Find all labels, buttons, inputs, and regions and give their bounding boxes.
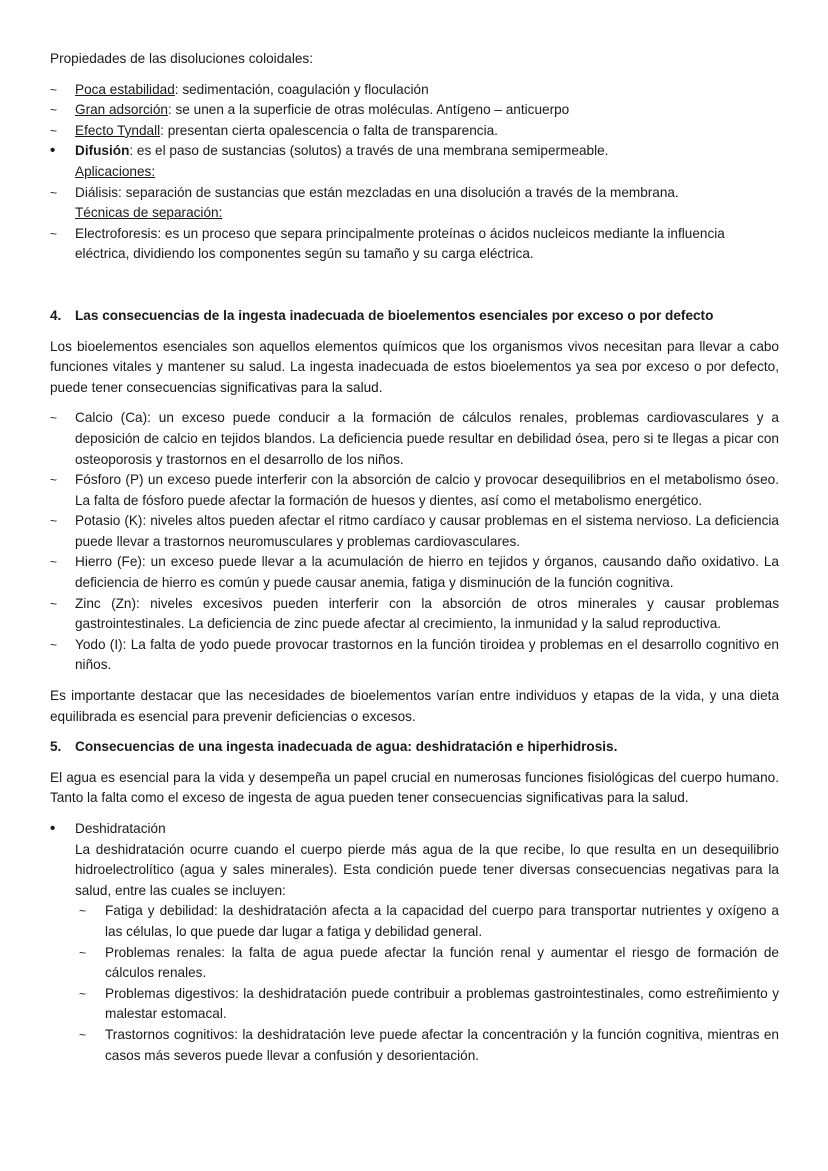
item-text: Zinc (Zn): niveles excesivos pueden interferir con la absorción de otros minerales y causar problemas gastrointestinales. La deficiencia de zinc puede afectar al crecimiento, la inmunidad y la salud reproductiva. [75, 595, 779, 632]
tilde-bullet-icon: ~ [50, 103, 58, 118]
section-4-heading [50, 306, 779, 327]
tilde-bullet-icon: ~ [50, 411, 58, 426]
term: Gran adsorción [75, 102, 168, 118]
item-text: Yodo (I): La falta de yodo puede provocar trastornos en la función tiroidea y problemas en el desarrollo cognitivo en niños. [75, 636, 779, 673]
section-5-intro: El agua es esencial para la vida y desempeña un papel crucial en numerosas funciones fisiológicas del cuerpo humano. Tanto la falta como el exceso de ingesta de agua pueden tener consecuencias significativas para la salud. [50, 769, 779, 806]
tilde-bullet-icon: ~ [50, 637, 58, 652]
list-item [50, 511, 779, 552]
tilde-bullet-icon: ~ [79, 945, 87, 960]
section-number: 4. [50, 307, 62, 323]
tilde-bullet-icon: ~ [79, 986, 87, 1001]
item-text: : presentan cierta opalescencia o falta de transparencia. [160, 122, 498, 138]
item-text: : se unen a la superficie de otras moléculas. Antígeno – anticuerpo [167, 102, 570, 118]
list-item [50, 80, 779, 101]
tilde-bullet-icon: ~ [50, 82, 58, 97]
list-item-electroforesis [50, 224, 779, 265]
tilde-bullet-icon: ~ [50, 185, 58, 200]
document-content [50, 49, 779, 1066]
section-5-heading [50, 737, 779, 758]
list-item [50, 121, 779, 142]
list-item [50, 470, 779, 511]
item-text: : sedimentación, coagulación y floculación [174, 81, 429, 97]
tilde-bullet-icon: ~ [79, 904, 87, 919]
list-item [50, 552, 779, 593]
item-text: : es el paso de sustancias (solutos) a través de una membrana semipermeable. [129, 143, 609, 159]
sub-list-item [50, 943, 779, 984]
tilde-bullet-icon: ~ [79, 1027, 87, 1042]
item-text: Trastornos cognitivos: la deshidratación leve puede afectar la concentración y la función cognitiva, mientras en casos más severos puede llevar a confusión y desorientación. [105, 1026, 779, 1063]
coloids-title: Propiedades de las disoluciones coloidales: [50, 51, 313, 66]
list-item [50, 594, 779, 635]
section-4-closing: Es importante destacar que las necesidades de bioelementos varían entre individuos y etapas de la vida, y una dieta equilibrada es esencial para prevenir deficiencias o excesos. [50, 688, 779, 724]
section-number: 5. [50, 739, 62, 755]
item-text: Fatiga y debilidad: la deshidratación afecta a la capacidad del cuerpo para transportar nutrientes y oxígeno a las células, lo que puede dar lugar a fatiga y debilidad general. [105, 903, 779, 939]
bullet-icon: • [50, 142, 56, 160]
item-text: Problemas digestivos: la deshidratación puede contribuir a problemas gastrointestinales, como estreñimiento y malestar estomacal. [105, 985, 779, 1022]
term: Efecto Tyndall [75, 122, 161, 138]
section-title: Las consecuencias de la ingesta inadecuada de bioelementos esenciales por exceso o por defecto [75, 307, 714, 323]
section-4-intro: Los bioelementos esenciales son aquellos elementos químicos que los organismos vivos necesitan para llevar a cabo funciones vitales y mantener su salud. La ingesta inadecuada de estos bioelementos ya sea por exceso o por defecto, puede tener consecuencias significativas para la salud. [50, 338, 779, 395]
term: Poca estabilidad [75, 81, 175, 97]
item-text: La deshidratación ocurre cuando el cuerpo pierde más agua de la que recibe, lo que resulta en un desequilibrio hidroelectrolítico (agua y sales minerales). Esta condición puede tener diversas consecuencias negativas para la salud, entre las cuales se incluyen: [75, 841, 779, 898]
list-item [50, 100, 779, 121]
item-text: Potasio (K): niveles altos pueden afectar el ritmo cardíaco y causar problemas en el sistema nervioso. La deficiencia puede llevar a trastornos neuromusculares y problemas cardiovasculares. [75, 513, 779, 549]
item-text: Calcio (Ca): un exceso puede conducir a la formación de cálculos renales, problemas cardiovasculares y a deposición de calcio en tejidos blandos. La deficiencia puede resultar en debilidad ósea, pero si te llegas a picar con osteoporosis y trastornos en el desarrollo de los niños. [75, 410, 779, 467]
section-title: Consecuencias de una ingesta inadecuada de agua: deshidratación e hiperhidrosis. [75, 739, 618, 755]
item-text: Problemas renales: la falta de agua puede afectar la función renal y aumentar el riesgo de formación de cálculos renales. [105, 944, 779, 981]
item-text: Diálisis: separación de sustancias que están mezcladas en una disolución a través de la membrana. [75, 184, 679, 200]
tilde-bullet-icon: ~ [50, 123, 58, 138]
sublabel-aplicaciones: Aplicaciones: [75, 163, 156, 179]
item-text: Fósforo (P) un exceso puede interferir con la absorción de calcio y provocar desequilibrios en el metabolismo óseo. La falta de fósforo puede afectar la formación de huesos y dientes, así como el metabolismo energético. [75, 472, 779, 508]
term: Difusión [75, 143, 130, 159]
sublabel-tecnicas: Técnicas de separación: [75, 205, 223, 221]
tilde-bullet-icon: ~ [50, 473, 58, 488]
tilde-bullet-icon: ~ [50, 514, 58, 529]
item-label: Deshidratación [75, 821, 166, 836]
sub-list-item [50, 901, 779, 942]
list-item [50, 635, 779, 676]
list-item [50, 408, 779, 470]
tilde-bullet-icon: ~ [50, 226, 58, 241]
list-item-deshidratacion [50, 819, 779, 901]
sub-list-item [50, 984, 779, 1025]
tilde-bullet-icon: ~ [50, 596, 58, 611]
list-item-difusion [50, 141, 779, 182]
sub-list-item [50, 1025, 779, 1066]
item-text: Electroforesis: es un proceso que separa principalmente proteínas o ácidos nucleicos mediante la influencia eléctrica, dividiendo los componentes según su tamaño y su carga eléctrica. [75, 225, 725, 262]
list-item-dialisis [50, 183, 779, 224]
tilde-bullet-icon: ~ [50, 555, 58, 570]
item-text: Hierro (Fe): un exceso puede llevar a la acumulación de hierro en tejidos y órganos, causando daño oxidativo. La deficiencia de hierro es común y puede causar anemia, fatiga y disminución de la función cognitiva. [75, 554, 779, 591]
bullet-icon: • [50, 820, 56, 837]
